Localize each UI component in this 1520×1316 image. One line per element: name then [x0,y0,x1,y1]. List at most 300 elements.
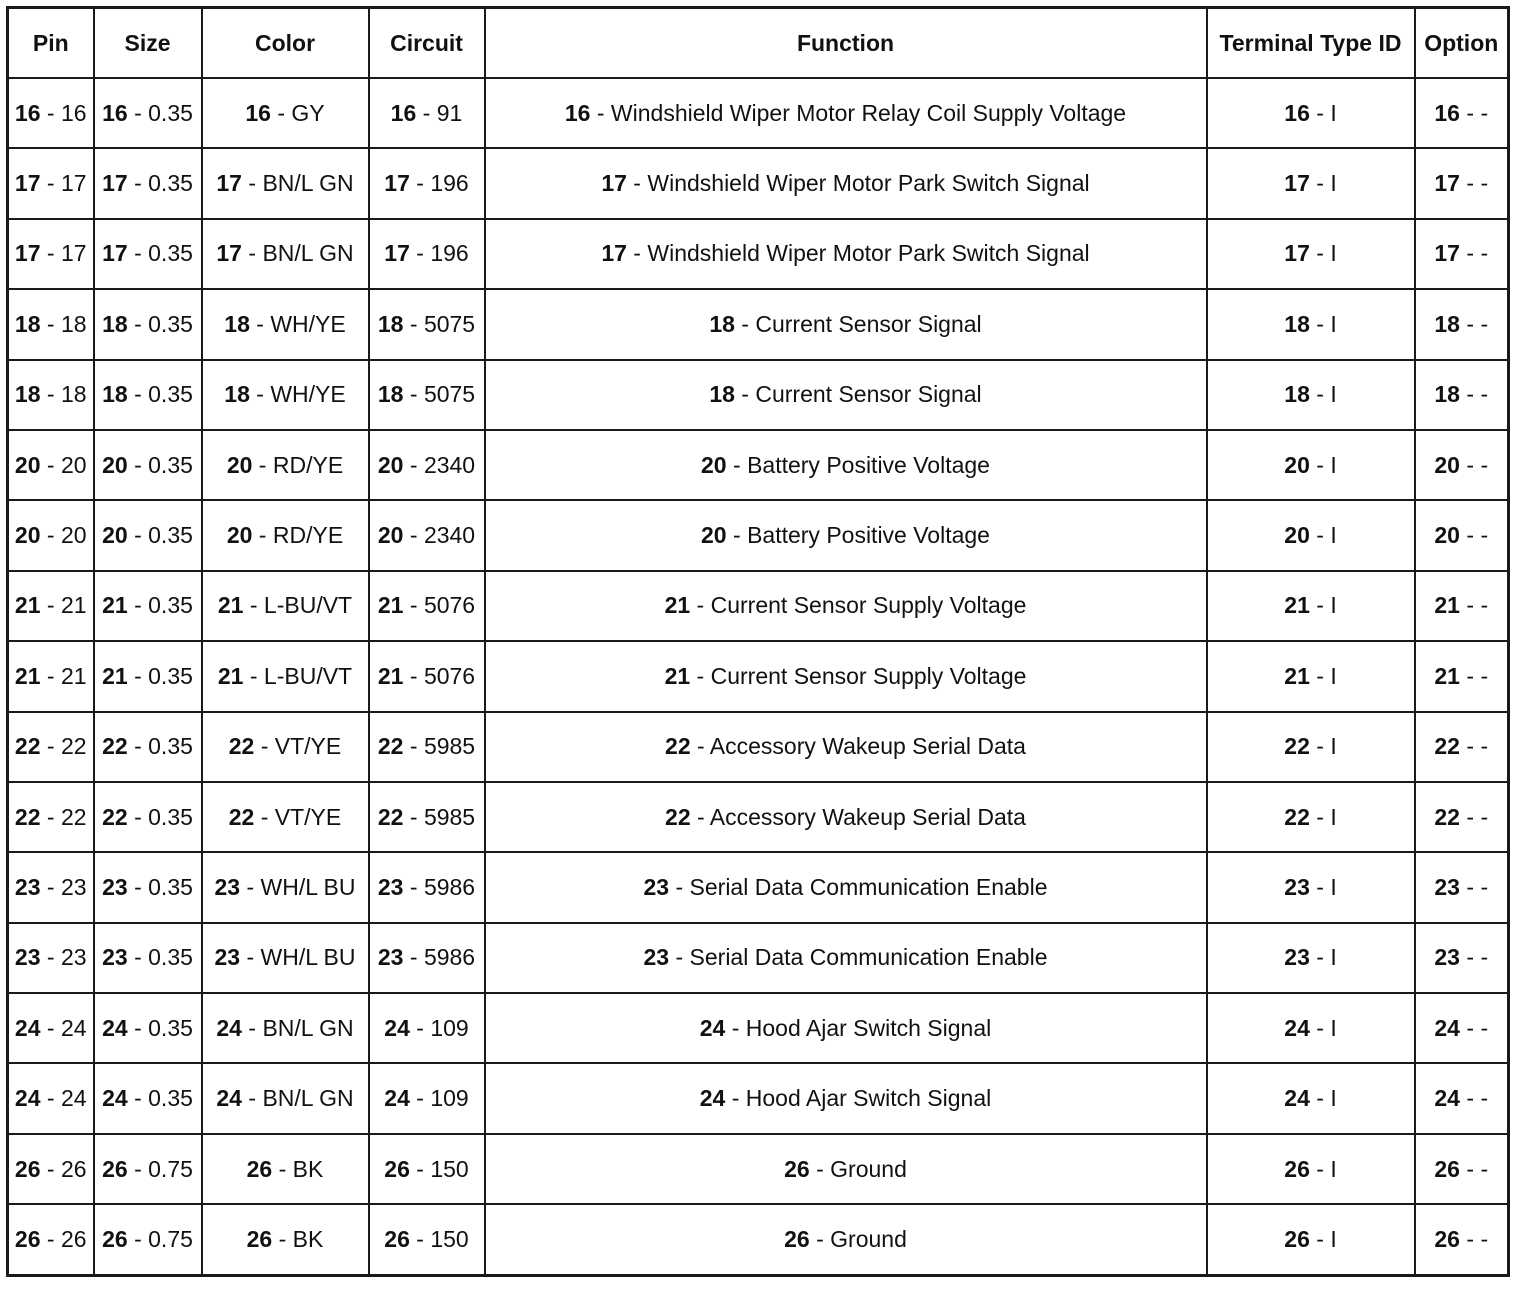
color-value: VT/YE [274,733,342,760]
cell-option: 18 - - [1415,289,1509,359]
color-value: WH/L BU [260,944,356,971]
cell-circuit: 18 - 5075 [369,289,485,359]
row-number-prefix: 22 [665,803,691,830]
function-value: Current Sensor Signal [755,381,982,408]
row-number-prefix: 26 [1434,1155,1460,1182]
option-value: - [1480,240,1489,267]
color-value: RD/YE [272,451,344,478]
size-value: 0.75 [148,1225,193,1252]
row-number-prefix: 24 [699,1085,726,1112]
function-value: Current Sensor Supply Voltage [710,662,1027,689]
header-pin: Pin [8,8,94,79]
table-row [8,219,1509,289]
row-number-prefix: 23 [643,944,670,971]
cell-function: 23 - Serial Data Communication Enable [485,852,1207,922]
option-value: - [1480,522,1489,549]
table-row [8,148,1509,218]
cell-color: 17 - BN/L GN [202,219,369,289]
cell-circuit: 22 - 5985 [369,782,485,852]
header-size: Size [94,8,202,79]
cell-terminal-type: 20 - I [1207,430,1415,500]
color-value: BK [292,1155,324,1182]
color-value: BN/L GN [262,170,354,197]
table-row [8,782,1509,852]
size-value: 0.35 [148,170,193,197]
cell-color: 26 - BK [202,1204,369,1275]
cell-size: 22 - 0.35 [94,782,202,852]
cell-color: 22 - VT/YE [202,712,369,782]
row-number-prefix: 21 [664,662,691,689]
row-number-prefix: 18 [1284,381,1310,408]
row-number-prefix: 17 [1284,240,1310,267]
cell-color: 18 - WH/YE [202,289,369,359]
cell-function: 21 - Current Sensor Supply Voltage [485,571,1207,641]
cell-pin: 24 - 24 [8,993,94,1063]
cell-option: 16 - - [1415,78,1509,148]
cell-color: 23 - WH/L BU [202,923,369,993]
cell-terminal-type: 20 - I [1207,500,1415,570]
row-number-prefix: 22 [1434,733,1460,760]
circuit-value: 5075 [423,310,476,337]
cell-option: 24 - - [1415,1063,1509,1133]
cell-function: 21 - Current Sensor Supply Voltage [485,641,1207,711]
table-body [8,78,1509,1275]
cell-option: 21 - - [1415,641,1509,711]
size-value: 0.35 [148,873,193,900]
header-terminal-type-id: Terminal Type ID [1207,8,1415,79]
row-number-prefix: 26 [1284,1155,1310,1182]
terminal-value: I [1330,170,1337,197]
cell-circuit: 26 - 150 [369,1204,485,1275]
color-value: GY [291,99,325,126]
terminal-value: I [1330,240,1337,267]
terminal-value: I [1330,381,1337,408]
option-value: - [1480,170,1489,197]
row-number-prefix: 26 [784,1155,810,1182]
row-number-prefix: 26 [784,1225,810,1252]
cell-terminal-type: 24 - I [1207,993,1415,1063]
function-value: Battery Positive Voltage [747,451,990,478]
cell-size: 16 - 0.35 [94,78,202,148]
terminal-value: I [1330,662,1337,689]
row-number-prefix: 18 [1284,310,1310,337]
circuit-value: 5986 [423,944,476,971]
cell-circuit: 23 - 5986 [369,852,485,922]
row-number-prefix: 26 [102,1155,128,1182]
cell-function: 18 - Current Sensor Signal [485,289,1207,359]
size-value: 0.35 [148,451,193,478]
row-number-prefix: 17 [1434,170,1460,197]
row-number-prefix: 18 [377,310,404,337]
row-number-prefix: 23 [1434,873,1460,900]
color-value: L-BU/VT [263,592,353,619]
cell-size: 24 - 0.35 [94,993,202,1063]
cell-terminal-type: 24 - I [1207,1063,1415,1133]
cell-color: 24 - BN/L GN [202,993,369,1063]
terminal-value: I [1330,1014,1337,1041]
circuit-value: 150 [430,1225,469,1252]
size-value: 0.35 [148,944,193,971]
row-number-prefix: 22 [228,733,255,760]
row-number-prefix: 16 [390,99,417,126]
row-number-prefix: 21 [1284,662,1310,689]
function-value: Current Sensor Supply Voltage [710,592,1027,619]
row-number-prefix: 26 [246,1155,273,1182]
table-row [8,430,1509,500]
cell-circuit: 20 - 2340 [369,430,485,500]
option-value: - [1480,1155,1489,1182]
function-value: Serial Data Communication Enable [689,944,1048,971]
option-value: - [1480,1225,1489,1252]
cell-color: 20 - RD/YE [202,500,369,570]
table-row [8,712,1509,782]
row-number-prefix: 17 [601,240,627,267]
cell-option: 20 - - [1415,500,1509,570]
row-number-prefix: 18 [709,381,735,408]
cell-option: 26 - - [1415,1204,1509,1275]
cell-size: 23 - 0.35 [94,852,202,922]
row-number-prefix: 23 [643,873,670,900]
function-value: Windshield Wiper Motor Park Switch Signal [647,170,1090,197]
row-number-prefix: 20 [102,451,128,478]
pin-value: 21 [60,592,87,619]
cell-color: 23 - WH/L BU [202,852,369,922]
row-number-prefix: 20 [701,522,727,549]
cell-terminal-type: 21 - I [1207,571,1415,641]
row-number-prefix: 21 [377,662,404,689]
option-value: - [1480,310,1489,337]
row-number-prefix: 24 [384,1085,410,1112]
row-number-prefix: 21 [217,592,244,619]
color-value: BK [292,1225,324,1252]
size-value: 0.35 [148,1085,193,1112]
function-value: Hood Ajar Switch Signal [745,1014,992,1041]
cell-option: 22 - - [1415,782,1509,852]
pin-value: 26 [60,1225,87,1252]
circuit-value: 2340 [423,522,476,549]
cell-option: 17 - - [1415,148,1509,218]
cell-pin: 22 - 22 [8,712,94,782]
cell-size: 24 - 0.35 [94,1063,202,1133]
terminal-value: I [1330,733,1337,760]
row-number-prefix: 21 [102,662,128,689]
cell-size: 17 - 0.35 [94,219,202,289]
row-number-prefix: 22 [377,803,404,830]
cell-pin: 24 - 24 [8,1063,94,1133]
pin-value: 24 [60,1085,87,1112]
row-number-prefix: 23 [1284,873,1310,900]
row-number-prefix: 22 [14,803,41,830]
row-number-prefix: 26 [246,1225,273,1252]
row-number-prefix: 18 [1434,310,1460,337]
row-number-prefix: 16 [1284,99,1310,126]
cell-size: 21 - 0.35 [94,571,202,641]
option-value: - [1480,944,1489,971]
row-number-prefix: 23 [377,944,404,971]
cell-pin: 26 - 26 [8,1134,94,1204]
color-value: RD/YE [272,522,344,549]
size-value: 0.35 [148,310,193,337]
circuit-value: 109 [430,1014,469,1041]
row-number-prefix: 20 [1434,451,1460,478]
color-value: WH/YE [270,310,346,337]
option-value: - [1480,451,1489,478]
row-number-prefix: 22 [102,803,128,830]
row-number-prefix: 22 [1284,803,1310,830]
circuit-value: 150 [430,1155,469,1182]
cell-color: 16 - GY [202,78,369,148]
header-option: Option [1415,8,1509,79]
cell-circuit: 24 - 109 [369,1063,485,1133]
row-number-prefix: 23 [214,873,241,900]
cell-function: 20 - Battery Positive Voltage [485,430,1207,500]
cell-function: 24 - Hood Ajar Switch Signal [485,1063,1207,1133]
row-number-prefix: 24 [699,1014,726,1041]
option-value: - [1480,1085,1489,1112]
row-number-prefix: 20 [1284,451,1310,478]
cell-color: 21 - L-BU/VT [202,641,369,711]
row-number-prefix: 23 [1434,944,1460,971]
cell-circuit: 22 - 5985 [369,712,485,782]
cell-color: 20 - RD/YE [202,430,369,500]
connector-table-wrapper [6,6,1510,1277]
cell-pin: 21 - 21 [8,571,94,641]
color-value: WH/YE [270,381,346,408]
pin-value: 23 [60,873,87,900]
circuit-value: 2340 [423,451,476,478]
cell-pin: 16 - 16 [8,78,94,148]
row-number-prefix: 18 [1434,381,1460,408]
cell-size: 26 - 0.75 [94,1134,202,1204]
row-number-prefix: 18 [224,310,250,337]
row-number-prefix: 20 [377,451,404,478]
row-number-prefix: 18 [377,381,404,408]
row-number-prefix: 24 [1284,1014,1310,1041]
size-value: 0.35 [148,662,193,689]
row-number-prefix: 17 [14,240,41,267]
table-row [8,923,1509,993]
row-number-prefix: 22 [14,733,41,760]
size-value: 0.35 [148,803,193,830]
row-number-prefix: 21 [14,662,41,689]
row-number-prefix: 20 [102,522,128,549]
cell-terminal-type: 18 - I [1207,360,1415,430]
pin-value: 17 [60,240,87,267]
option-value: - [1480,381,1489,408]
cell-color: 22 - VT/YE [202,782,369,852]
row-number-prefix: 23 [1284,944,1310,971]
cell-function: 26 - Ground [485,1134,1207,1204]
row-number-prefix: 21 [1284,592,1310,619]
terminal-value: I [1330,592,1337,619]
cell-size: 17 - 0.35 [94,148,202,218]
cell-option: 21 - - [1415,571,1509,641]
row-number-prefix: 24 [1284,1085,1310,1112]
row-number-prefix: 21 [102,592,128,619]
cell-circuit: 21 - 5076 [369,641,485,711]
row-number-prefix: 17 [102,170,128,197]
row-number-prefix: 20 [1434,522,1460,549]
cell-color: 21 - L-BU/VT [202,571,369,641]
cell-size: 22 - 0.35 [94,712,202,782]
cell-function: 23 - Serial Data Communication Enable [485,923,1207,993]
cell-option: 24 - - [1415,993,1509,1063]
cell-size: 20 - 0.35 [94,430,202,500]
row-number-prefix: 22 [377,733,404,760]
row-number-prefix: 18 [102,310,128,337]
function-value: Serial Data Communication Enable [689,873,1048,900]
row-number-prefix: 16 [14,99,41,126]
row-number-prefix: 17 [216,240,242,267]
pin-value: 18 [60,381,87,408]
table-row [8,852,1509,922]
circuit-value: 109 [430,1085,469,1112]
row-number-prefix: 17 [216,170,242,197]
row-number-prefix: 20 [377,522,404,549]
row-number-prefix: 26 [14,1155,41,1182]
option-value: - [1480,873,1489,900]
pin-value: 21 [60,662,87,689]
table-row [8,78,1509,148]
function-value: Ground [830,1225,907,1252]
circuit-value: 196 [430,170,469,197]
cell-pin: 18 - 18 [8,360,94,430]
cell-option: 22 - - [1415,712,1509,782]
circuit-value: 91 [436,99,463,126]
row-number-prefix: 18 [224,381,250,408]
circuit-value: 5076 [423,592,476,619]
color-value: BN/L GN [262,1014,354,1041]
pin-value: 23 [60,944,87,971]
row-number-prefix: 26 [1434,1225,1460,1252]
cell-pin: 21 - 21 [8,641,94,711]
pin-value: 22 [60,733,87,760]
row-number-prefix: 18 [102,381,128,408]
cell-terminal-type: 26 - I [1207,1134,1415,1204]
cell-circuit: 18 - 5075 [369,360,485,430]
cell-pin: 23 - 23 [8,923,94,993]
row-number-prefix: 20 [14,451,41,478]
pin-value: 20 [60,451,87,478]
row-number-prefix: 17 [601,170,627,197]
cell-pin: 26 - 26 [8,1204,94,1275]
pin-value: 26 [60,1155,87,1182]
cell-circuit: 24 - 109 [369,993,485,1063]
cell-terminal-type: 23 - I [1207,852,1415,922]
terminal-value: I [1330,522,1337,549]
cell-terminal-type: 22 - I [1207,712,1415,782]
cell-pin: 23 - 23 [8,852,94,922]
row-number-prefix: 20 [701,451,727,478]
row-number-prefix: 24 [14,1085,41,1112]
option-value: - [1480,662,1489,689]
row-number-prefix: 18 [14,310,41,337]
circuit-value: 5075 [423,381,476,408]
row-number-prefix: 24 [384,1014,410,1041]
cell-color: 17 - BN/L GN [202,148,369,218]
color-value: BN/L GN [262,240,354,267]
pin-value: 20 [60,522,87,549]
table-row [8,360,1509,430]
function-value: Windshield Wiper Motor Relay Coil Supply Voltage [610,99,1127,126]
row-number-prefix: 17 [384,240,410,267]
cell-color: 24 - BN/L GN [202,1063,369,1133]
row-number-prefix: 26 [1284,1225,1310,1252]
table-row [8,1204,1509,1275]
cell-pin: 17 - 17 [8,219,94,289]
table-row [8,500,1509,570]
row-number-prefix: 18 [14,381,41,408]
table-row [8,993,1509,1063]
row-number-prefix: 20 [1284,522,1310,549]
row-number-prefix: 22 [665,733,691,760]
circuit-value: 5076 [423,662,476,689]
row-number-prefix: 20 [14,522,41,549]
row-number-prefix: 24 [102,1014,128,1041]
cell-circuit: 21 - 5076 [369,571,485,641]
color-value: WH/L BU [260,873,356,900]
function-value: Hood Ajar Switch Signal [745,1085,992,1112]
row-number-prefix: 21 [1434,592,1460,619]
row-number-prefix: 24 [216,1085,242,1112]
pin-value: 24 [60,1014,87,1041]
row-number-prefix: 26 [384,1225,410,1252]
cell-pin: 18 - 18 [8,289,94,359]
row-number-prefix: 22 [228,803,255,830]
row-number-prefix: 16 [1434,99,1460,126]
cell-function: 17 - Windshield Wiper Motor Park Switch Signal [485,219,1207,289]
row-number-prefix: 21 [377,592,404,619]
color-value: VT/YE [274,803,342,830]
row-number-prefix: 24 [102,1085,128,1112]
cell-terminal-type: 23 - I [1207,923,1415,993]
cell-terminal-type: 17 - I [1207,219,1415,289]
header-function: Function [485,8,1207,79]
cell-terminal-type: 21 - I [1207,641,1415,711]
cell-pin: 22 - 22 [8,782,94,852]
terminal-value: I [1330,1225,1337,1252]
row-number-prefix: 22 [102,733,128,760]
row-number-prefix: 23 [102,944,128,971]
cell-size: 26 - 0.75 [94,1204,202,1275]
cell-function: 26 - Ground [485,1204,1207,1275]
row-number-prefix: 23 [102,873,128,900]
table-row [8,571,1509,641]
option-value: - [1480,803,1489,830]
row-number-prefix: 17 [102,240,128,267]
size-value: 0.75 [148,1155,193,1182]
terminal-value: I [1330,451,1337,478]
cell-option: 26 - - [1415,1134,1509,1204]
row-number-prefix: 23 [214,944,241,971]
header-row [8,8,1509,79]
table-row [8,1134,1509,1204]
pin-value: 22 [60,803,87,830]
cell-circuit: 17 - 196 [369,219,485,289]
option-value: - [1480,99,1489,126]
cell-option: 18 - - [1415,360,1509,430]
row-number-prefix: 24 [216,1014,242,1041]
function-value: Battery Positive Voltage [747,522,990,549]
size-value: 0.35 [148,733,193,760]
option-value: - [1480,733,1489,760]
row-number-prefix: 21 [217,662,244,689]
row-number-prefix: 26 [14,1225,41,1252]
cell-size: 18 - 0.35 [94,360,202,430]
table-row [8,641,1509,711]
circuit-value: 196 [430,240,469,267]
row-number-prefix: 18 [709,310,735,337]
